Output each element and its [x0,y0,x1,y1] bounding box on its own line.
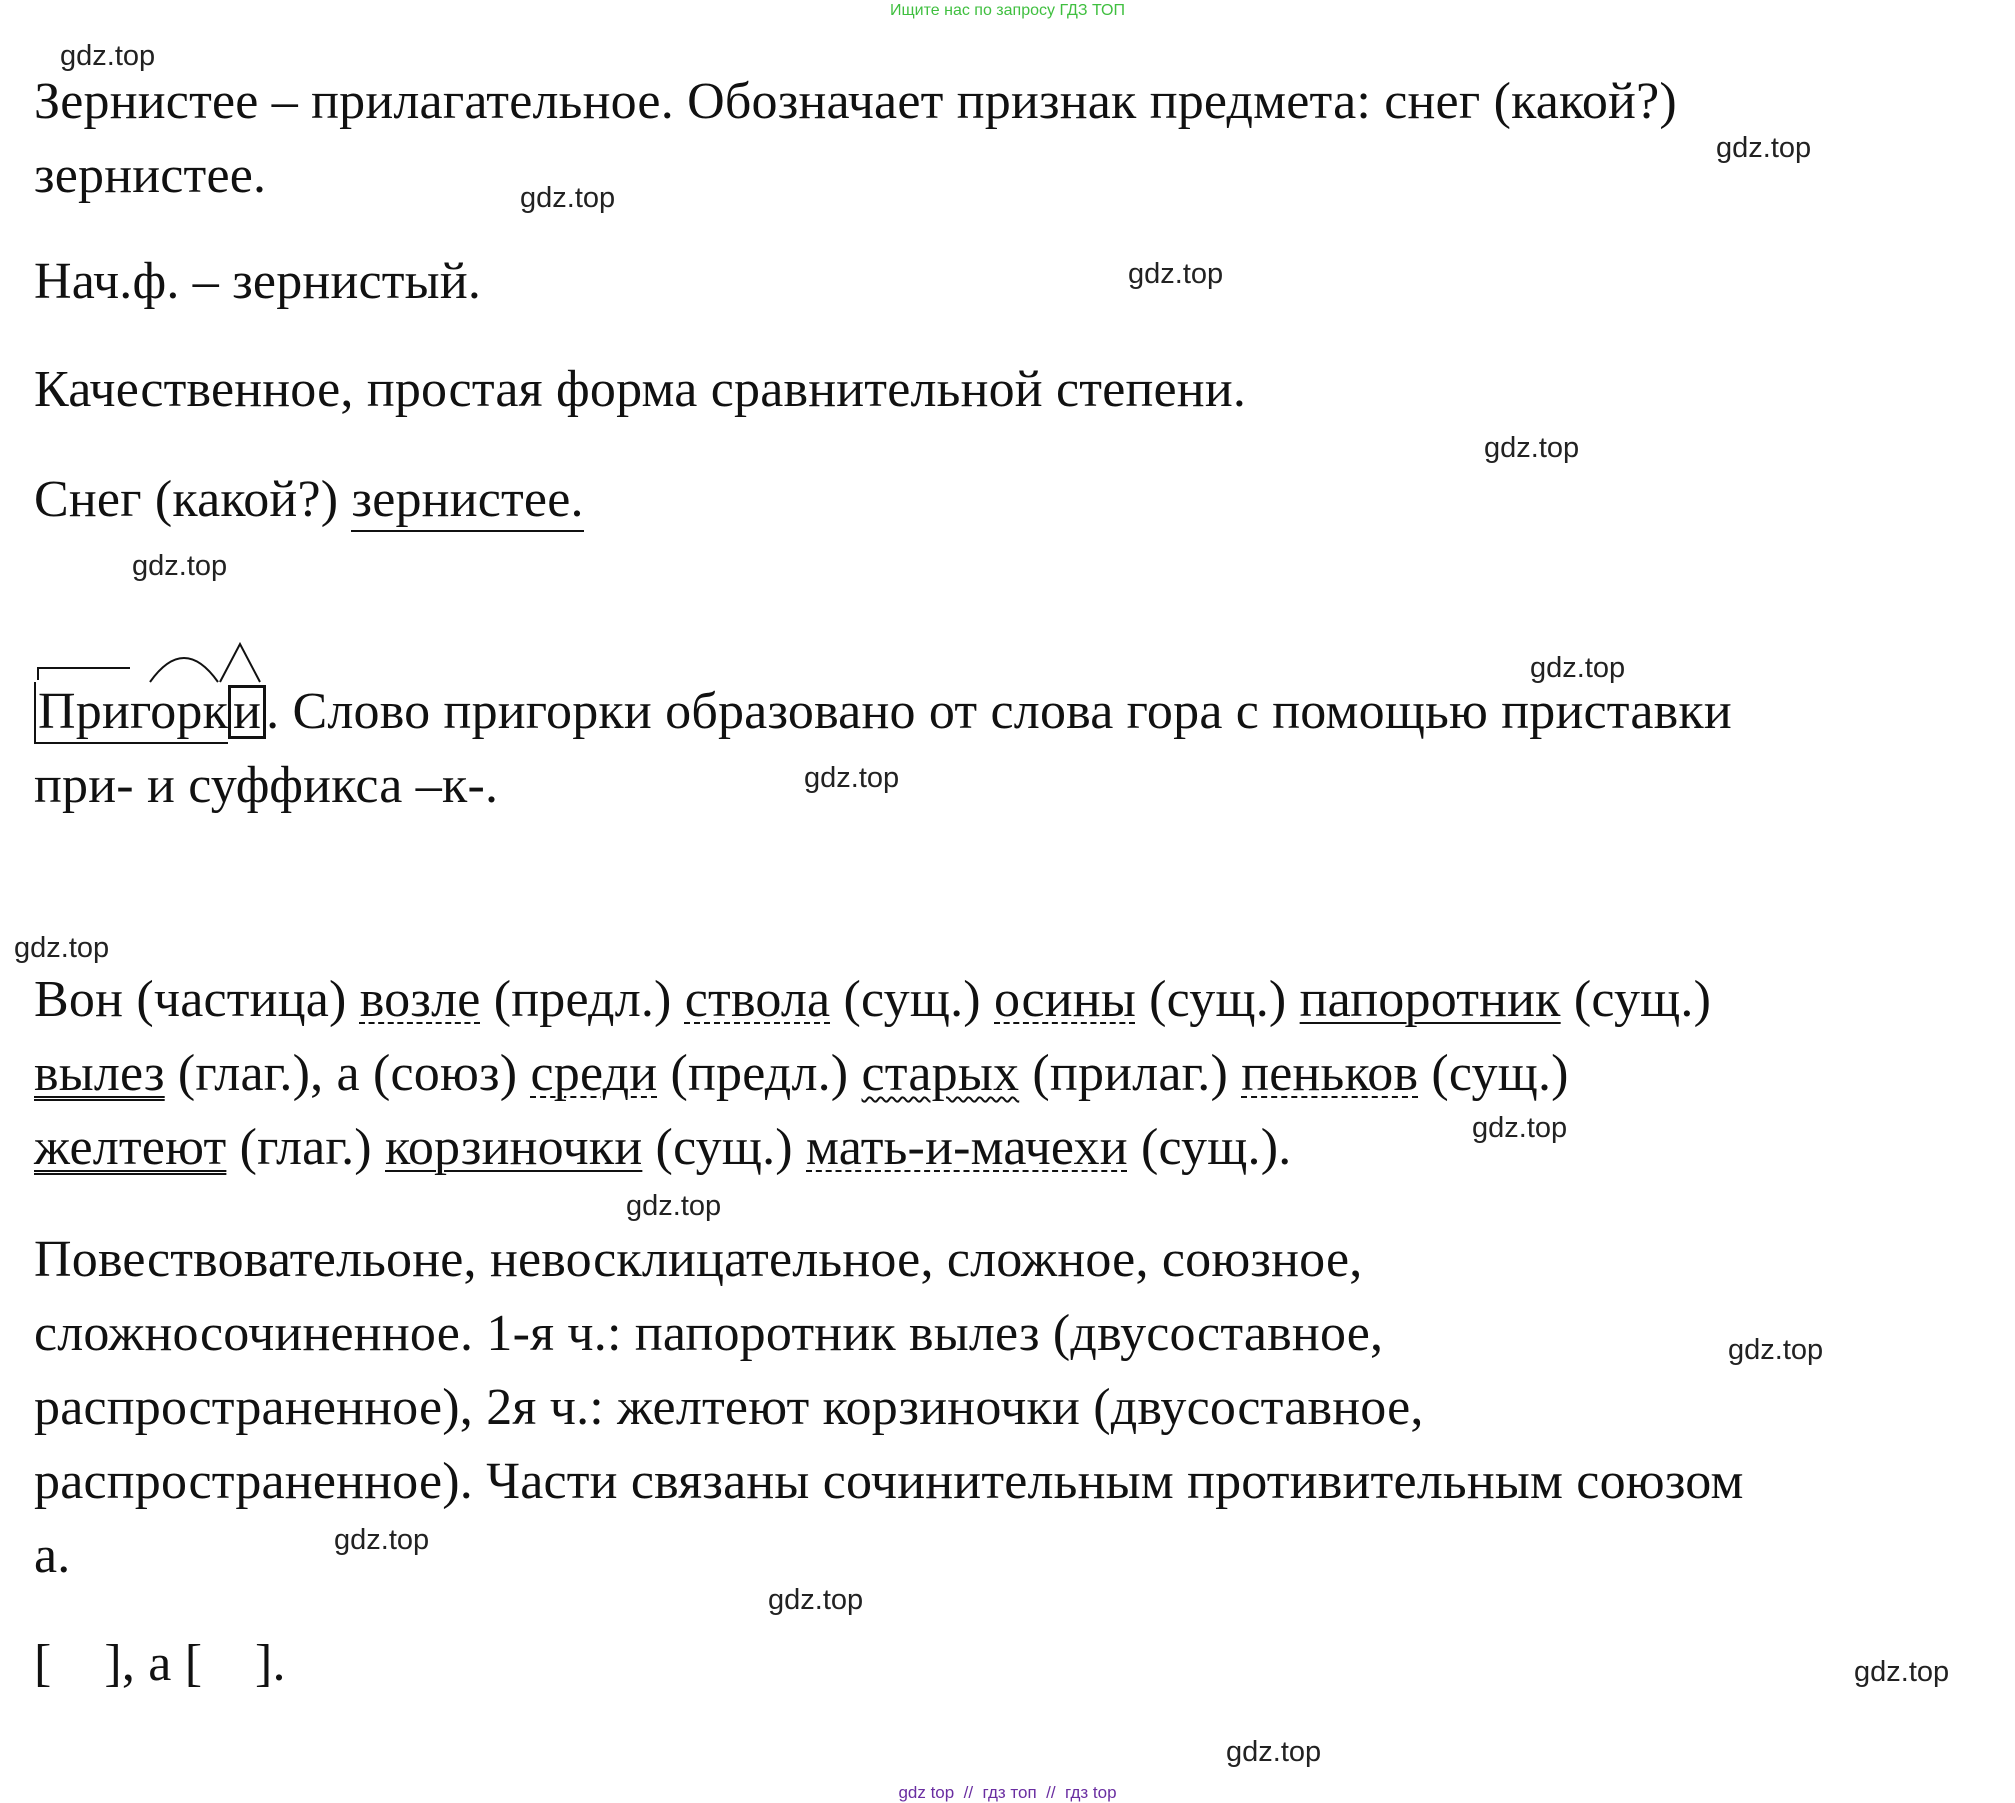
watermark-text: gdz.top [1226,1736,1322,1768]
s1-line2: зернистее. [34,147,267,204]
watermark-text: gdz.top [1484,432,1580,464]
token-text: (частица) [123,971,360,1028]
s1-line5-prefix: Снег (какой?) [34,471,352,528]
s3-para-line5: а. [34,1527,71,1584]
watermark-text: gdz.top [1728,1334,1824,1366]
token-text: (предл.) [657,1045,862,1102]
watermark-text: gdz.top [60,40,156,72]
token-text: Вон [34,971,124,1028]
underlined-word: пеньков [1241,1045,1419,1102]
s3-para-line2: сложносочиненное. 1-я ч.: папоротник вылез (двусоставное, [34,1305,1384,1362]
token-text: (сущ.) [1135,971,1300,1028]
s3-line3 [34,1118,1291,1178]
underlined-word: вылез [34,1045,165,1102]
watermark-text: gdz.top [1128,258,1224,290]
watermark-text: gdz.top [1854,1656,1950,1688]
s1-line4: Качественное, простая форма сравнительной степени. [34,361,1247,418]
watermark-text: gdz.top [626,1190,722,1222]
watermark-text: gdz.top [14,932,110,964]
top-banner: Ищите нас по запросу ГДЗ ТОП [890,2,1125,19]
s3-para-line4: распространенное). Части связаны сочинительным противительным союзом [34,1453,1744,1510]
sentence-scheme: [ ], а [ ]. [34,1635,286,1692]
root-arc [150,658,218,682]
s3-para-line3: распространенное), 2я ч.: желтеют корзиночки (двусоставное, [34,1379,1424,1436]
underlined-word: среди [530,1045,658,1102]
s2-line2: при- и суффикса –к-. [34,757,499,814]
s3-para-line1: Повествовательоне, невосклицательное, сложное, союзное, [34,1231,1363,1288]
watermark-text: gdz.top [804,762,900,794]
watermark-text: gdz.top [132,550,228,582]
s2-line1-rest: . Слово пригорки образовано от слова гора с помощью приставки [266,683,1732,740]
underlined-word: ствола [684,971,831,1028]
token-text: (сущ.) [1560,971,1712,1028]
morph-ending: и [228,685,266,739]
token-text: (сущ.) [830,971,994,1028]
s2-line1 [34,682,1732,744]
token-text: (глаг.), а (союз) [164,1045,531,1102]
s3-line2 [34,1044,1569,1104]
watermark-text: gdz.top [768,1584,864,1616]
underlined-word: папоротник [1299,971,1561,1028]
underlined-word: старых [861,1045,1020,1102]
underlined-word: возле [359,971,481,1028]
s1-line3: Нач.ф. – зернистый. [34,253,482,310]
underlined-word: желтеют [34,1119,227,1176]
watermark-text: gdz.top [1530,652,1626,684]
underlined-word: мать-и-мачехи [806,1119,1128,1176]
token-text: (глаг.) [226,1119,385,1176]
s3-line1 [34,970,1711,1030]
watermark-text: gdz.top [1716,132,1812,164]
token-text: (прилаг.) [1019,1045,1242,1102]
underlined-word: корзиночки [385,1119,643,1176]
underlined-word: осины [994,971,1136,1028]
watermark-text: gdz.top [1472,1112,1568,1144]
watermark-text: gdz.top [334,1524,430,1556]
suffix-mark [220,644,260,682]
morph-word-main: Пригорк [34,682,228,744]
s1-line5-word: зернистее. [351,471,583,532]
token-text: (сущ.) [1418,1045,1569,1102]
prefix-mark [38,668,130,680]
footer-links: gdz top // гдз топ // гдз top [898,1783,1117,1802]
morpheme-marks [34,624,294,688]
watermark-text: gdz.top [520,182,616,214]
token-text: (предл.) [480,971,685,1028]
s1-line1: Зернистее – прилагательное. Обозначает признак предмета: снег (какой?) [34,73,1677,130]
morphemic-word [34,682,266,744]
token-text: (сущ.). [1127,1119,1292,1176]
token-text: (сущ.) [642,1119,807,1176]
s1-line5 [34,470,584,530]
